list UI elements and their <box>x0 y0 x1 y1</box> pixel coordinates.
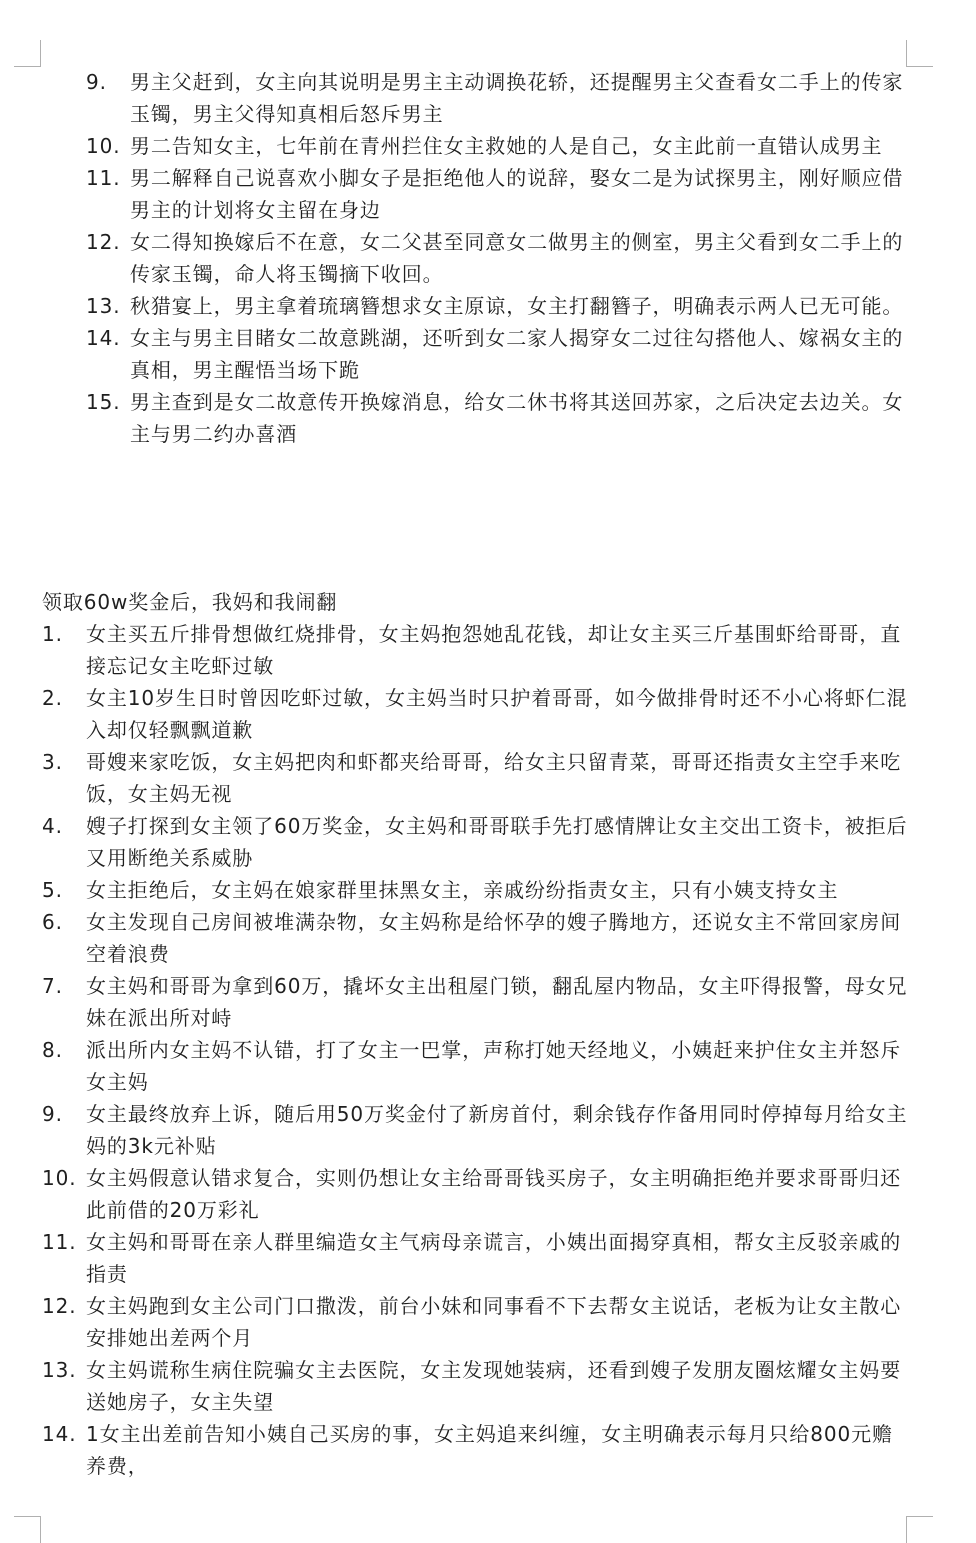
item-text: 1女主出差前告知小姨自己买房的事，女主妈追来纠缠，女主明确表示每月只给800元赡养费， <box>86 1422 893 1478</box>
list-item <box>42 1034 908 1098</box>
item-number: 11. <box>42 1230 77 1254</box>
item-text: 秋猎宴上，男主拿着琉璃簪想求女主原谅，女主打翻簪子，明确表示两人已无可能。 <box>130 294 904 318</box>
item-number: 9. <box>86 70 107 94</box>
list-item <box>42 1226 908 1290</box>
item-text: 女主最终放弃上诉，随后用50万奖金付了新房首付，剩余钱存作备用同时停掉每月给女主妈的3k元补贴 <box>86 1102 908 1158</box>
item-text: 女主妈假意认错求复合，实则仍想让女主给哥哥钱买房子，女主明确拒绝并要求哥哥归还此前借的20万彩礼 <box>86 1166 902 1222</box>
list-item <box>86 386 908 450</box>
item-text: 男二告知女主，七年前在青州拦住女主救她的人是自己，女主此前一直错认成男主 <box>130 134 883 158</box>
item-text: 女主妈谎称生病住院骗女主去医院，女主发现她装病，还看到嫂子发朋友圈炫耀女主妈要送她房子，女主失望 <box>86 1358 902 1414</box>
item-number: 3. <box>42 750 63 774</box>
item-number: 8. <box>42 1038 63 1062</box>
list-item <box>86 66 908 130</box>
list-item <box>42 746 908 810</box>
numbered-list <box>42 618 908 1482</box>
item-number: 15. <box>86 390 121 414</box>
list-item <box>42 1354 908 1418</box>
list-item <box>86 322 908 386</box>
item-number: 14. <box>86 326 121 350</box>
list-item <box>86 130 908 162</box>
list-item <box>86 290 908 322</box>
item-text: 女主妈跑到女主公司门口撒泼，前台小妹和同事看不下去帮女主说话，老板为让女主散心安排她出差两个月 <box>86 1294 902 1350</box>
crop-mark-bottom-left <box>14 1516 41 1543</box>
list-item <box>42 874 908 906</box>
item-number: 11. <box>86 166 121 190</box>
item-text: 女主与男主目睹女二故意跳湖，还听到女二家人揭穿女二过往勾搭他人、嫁祸女主的真相，男主醒悟当场下跪 <box>130 326 904 382</box>
plot-list-continued <box>86 66 908 450</box>
item-text: 男二解释自己说喜欢小脚女子是拒绝他人的说辞，娶女二是为试探男主，刚好顺应借男主的计划将女主留在身边 <box>130 166 904 222</box>
item-text: 女主买五斤排骨想做红烧排骨，女主妈抱怨她乱花钱，却让女主买三斤基围虾给哥哥，直接忘记女主吃虾过敏 <box>86 622 902 678</box>
item-text: 男主查到是女二故意传开换嫁消息，给女二休书将其送回苏家，之后决定去边关。女主与男二约办喜酒 <box>130 390 904 446</box>
item-text: 女主拒绝后，女主妈在娘家群里抹黑女主，亲戚纷纷指责女主，只有小姨支持女主 <box>86 878 839 902</box>
item-text: 派出所内女主妈不认错，打了女主一巴掌，声称打她天经地义，小姨赶来护住女主并怒斥女主妈 <box>86 1038 902 1094</box>
item-text: 女二得知换嫁后不在意，女二父甚至同意女二做男主的侧室，男主父看到女二手上的传家玉镯，命人将玉镯摘下收回。 <box>130 230 904 286</box>
list-item <box>42 906 908 970</box>
list-item <box>86 162 908 226</box>
item-number: 12. <box>86 230 121 254</box>
item-text: 嫂子打探到女主领了60万奖金，女主妈和哥哥联手先打感情牌让女主交出工资卡，被拒后又用断绝关系威胁 <box>86 814 908 870</box>
item-number: 5. <box>42 878 63 902</box>
list-item <box>42 682 908 746</box>
section-title: 领取60w奖金后，我妈和我闹翻 <box>42 590 338 614</box>
crop-mark-top-right <box>906 40 933 67</box>
list-item <box>86 226 908 290</box>
item-text: 女主10岁生日时曾因吃虾过敏，女主妈当时只护着哥哥，如今做排骨时还不小心将虾仁混入却仅轻飘飘道歉 <box>86 686 908 742</box>
list-item <box>42 810 908 874</box>
list-item <box>42 1162 908 1226</box>
item-text: 女主妈和哥哥为拿到60万，撬坏女主出租屋门锁，翻乱屋内物品，女主吓得报警，母女兄妹在派出所对峙 <box>86 974 908 1030</box>
list-item <box>42 970 908 1034</box>
item-number: 12. <box>42 1294 77 1318</box>
crop-mark-top-left <box>14 40 41 67</box>
list-item <box>42 1098 908 1162</box>
item-number: 14. <box>42 1422 77 1446</box>
item-number: 4. <box>42 814 63 838</box>
item-number: 13. <box>42 1358 77 1382</box>
plot-list <box>42 618 908 1482</box>
list-item <box>42 1418 908 1482</box>
item-number: 13. <box>86 294 121 318</box>
item-number: 10. <box>86 134 121 158</box>
item-number: 10. <box>42 1166 77 1190</box>
item-text: 男主父赶到，女主向其说明是男主主动调换花轿，还提醒男主父查看女二手上的传家玉镯，男主父得知真相后怒斥男主 <box>130 70 904 126</box>
item-number: 6. <box>42 910 63 934</box>
list-item <box>42 618 908 682</box>
item-number: 7. <box>42 974 63 998</box>
crop-mark-bottom-right <box>906 1516 933 1543</box>
item-text: 女主妈和哥哥在亲人群里编造女主气病母亲谎言，小姨出面揭穿真相，帮女主反驳亲戚的指责 <box>86 1230 902 1286</box>
item-text: 哥嫂来家吃饭，女主妈把肉和虾都夹给哥哥，给女主只留青菜，哥哥还指责女主空手来吃饭，女主妈无视 <box>86 750 902 806</box>
item-text: 女主发现自己房间被堆满杂物，女主妈称是给怀孕的嫂子腾地方，还说女主不常回家房间空着浪费 <box>86 910 902 966</box>
list-item <box>42 1290 908 1354</box>
item-number: 9. <box>42 1102 63 1126</box>
numbered-list <box>86 66 908 450</box>
item-number: 2. <box>42 686 63 710</box>
item-number: 1. <box>42 622 63 646</box>
